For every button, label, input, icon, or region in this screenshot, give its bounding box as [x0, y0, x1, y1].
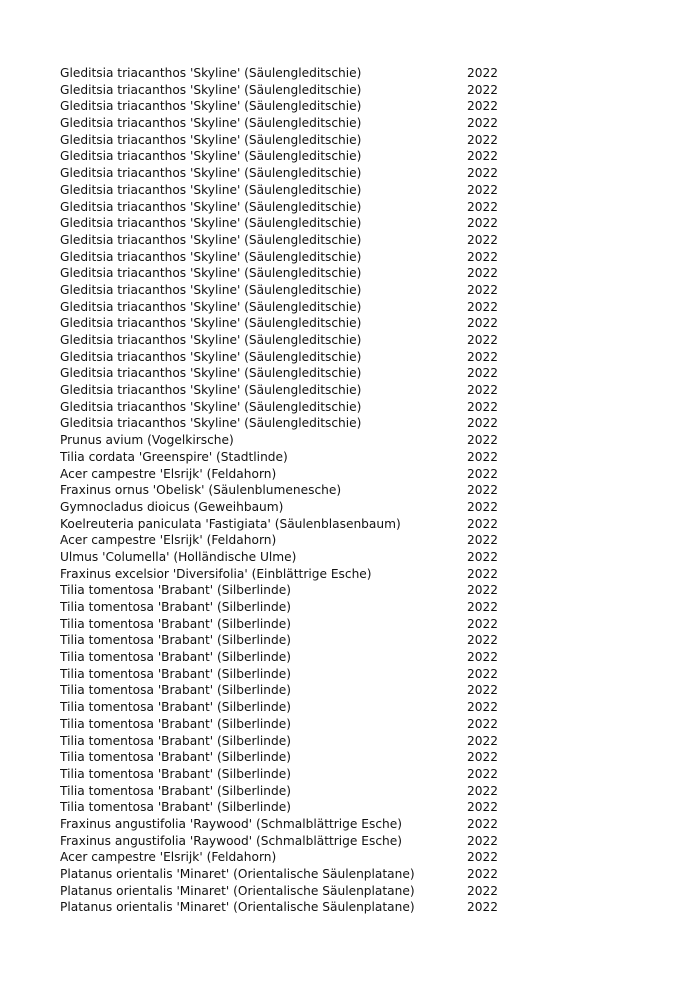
planting-year-cell: 2022 [467, 416, 499, 431]
planting-year-cell: 2022 [467, 867, 499, 881]
table-row [60, 549, 560, 566]
tree-name-cell: Tilia tomentosa 'Brabant' (Silberlinde) [60, 650, 291, 665]
tree-name-cell: Tilia tomentosa 'Brabant' (Silberlinde) [60, 700, 291, 715]
table-row [60, 532, 560, 549]
tree-name-cell: Tilia tomentosa 'Brabant' (Silberlinde) [60, 766, 291, 781]
table-row [60, 148, 560, 165]
table-row [60, 682, 560, 699]
planting-year-cell: 2022 [467, 282, 499, 297]
table-row [60, 232, 560, 249]
tree-name-cell: Gleditsia triacanthos 'Skyline' (Säulengleditschie) [60, 149, 362, 164]
planting-year-cell: 2022 [467, 883, 499, 898]
planting-year-cell: 2022 [467, 716, 499, 731]
tree-name-cell: Tilia tomentosa 'Brabant' (Silberlinde) [60, 683, 291, 698]
planting-year-cell: 2022 [467, 549, 499, 564]
tree-name-cell: Tilia tomentosa 'Brabant' (Silberlinde) [60, 633, 291, 648]
table-row [60, 833, 560, 850]
planting-year-cell: 2022 [467, 199, 499, 214]
planting-year-cell: 2022 [467, 232, 499, 247]
table-row [60, 516, 560, 533]
table-row [60, 666, 560, 683]
planting-year-cell: 2022 [467, 399, 499, 414]
table-row [60, 182, 560, 199]
table-row [60, 716, 560, 733]
planting-year-cell: 2022 [467, 600, 499, 614]
planting-year-cell: 2022 [467, 99, 499, 114]
table-row [60, 65, 560, 82]
planting-year-cell: 2022 [467, 249, 499, 264]
tree-name-cell: Platanus orientalis 'Minaret' (Orientalische Säulenplatane) [60, 883, 415, 898]
table-row [60, 82, 560, 99]
table-row [60, 616, 560, 633]
planting-year-cell: 2022 [467, 66, 499, 80]
planting-year-cell: 2022 [467, 733, 499, 748]
tree-name-cell: Gleditsia triacanthos 'Skyline' (Säulengleditschie) [60, 333, 362, 347]
tree-name-cell: Tilia tomentosa 'Brabant' (Silberlinde) [60, 750, 291, 765]
table-row [60, 899, 560, 916]
tree-name-cell: Acer campestre 'Elsrijk' (Feldahorn) [60, 850, 277, 865]
planting-year-cell: 2022 [467, 299, 499, 314]
planting-year-cell: 2022 [467, 816, 499, 831]
tree-list-table [60, 65, 560, 916]
table-row [60, 249, 560, 266]
planting-year-cell: 2022 [467, 850, 499, 865]
tree-name-cell: Tilia tomentosa 'Brabant' (Silberlinde) [60, 600, 291, 614]
table-row [60, 315, 560, 332]
planting-year-cell: 2022 [467, 766, 499, 781]
planting-year-cell: 2022 [467, 349, 499, 364]
planting-year-cell: 2022 [467, 316, 499, 331]
planting-year-cell: 2022 [467, 449, 499, 464]
tree-name-cell: Tilia tomentosa 'Brabant' (Silberlinde) [60, 733, 291, 748]
planting-year-cell: 2022 [467, 633, 499, 648]
table-row [60, 399, 560, 416]
table-row [60, 199, 560, 216]
tree-name-cell: Platanus orientalis 'Minaret' (Orientalische Säulenplatane) [60, 867, 415, 881]
tree-name-cell: Gleditsia triacanthos 'Skyline' (Säulengleditschie) [60, 282, 362, 297]
tree-name-cell: Tilia tomentosa 'Brabant' (Silberlinde) [60, 716, 291, 731]
planting-year-cell: 2022 [467, 533, 499, 548]
planting-year-cell: 2022 [467, 499, 499, 514]
tree-name-cell: Gymnocladus dioicus (Geweihbaum) [60, 499, 284, 514]
planting-year-cell: 2022 [467, 166, 499, 181]
table-row [60, 816, 560, 833]
table-row [60, 482, 560, 499]
table-row [60, 132, 560, 149]
tree-name-cell: Gleditsia triacanthos 'Skyline' (Säulengleditschie) [60, 82, 362, 97]
tree-name-cell: Gleditsia triacanthos 'Skyline' (Säulengleditschie) [60, 199, 362, 214]
planting-year-cell: 2022 [467, 366, 499, 381]
table-row [60, 849, 560, 866]
table-row [60, 632, 560, 649]
tree-name-cell: Ulmus 'Columella' (Holländische Ulme) [60, 549, 297, 564]
table-row [60, 165, 560, 182]
planting-year-cell: 2022 [467, 483, 499, 498]
planting-year-cell: 2022 [467, 82, 499, 97]
table-row [60, 866, 560, 883]
tree-name-cell: Fraxinus angustifolia 'Raywood' (Schmalblättrige Esche) [60, 833, 402, 848]
planting-year-cell: 2022 [467, 616, 499, 631]
planting-year-cell: 2022 [467, 666, 499, 681]
planting-year-cell: 2022 [467, 433, 499, 448]
planting-year-cell: 2022 [467, 833, 499, 848]
tree-name-cell: Gleditsia triacanthos 'Skyline' (Säulengleditschie) [60, 116, 362, 131]
table-row [60, 883, 560, 900]
planting-year-cell: 2022 [467, 900, 499, 915]
tree-name-cell: Tilia tomentosa 'Brabant' (Silberlinde) [60, 800, 291, 815]
table-row [60, 799, 560, 816]
tree-name-cell: Gleditsia triacanthos 'Skyline' (Säulengleditschie) [60, 249, 362, 264]
tree-name-cell: Koelreuteria paniculata 'Fastigiata' (Säulenblasenbaum) [60, 516, 401, 531]
tree-name-cell: Gleditsia triacanthos 'Skyline' (Säulengleditschie) [60, 366, 362, 381]
planting-year-cell: 2022 [467, 583, 499, 598]
tree-name-cell: Gleditsia triacanthos 'Skyline' (Säulengleditschie) [60, 99, 362, 114]
tree-name-cell: Fraxinus angustifolia 'Raywood' (Schmalblättrige Esche) [60, 816, 402, 831]
planting-year-cell: 2022 [467, 116, 499, 131]
tree-name-cell: Gleditsia triacanthos 'Skyline' (Säulengleditschie) [60, 416, 362, 431]
planting-year-cell: 2022 [467, 566, 499, 581]
table-row [60, 733, 560, 750]
table-row [60, 382, 560, 399]
tree-name-cell: Acer campestre 'Elsrijk' (Feldahorn) [60, 533, 277, 548]
tree-name-cell: Gleditsia triacanthos 'Skyline' (Säulengleditschie) [60, 216, 362, 231]
tree-name-cell: Gleditsia triacanthos 'Skyline' (Säulengleditschie) [60, 266, 362, 281]
table-row [60, 98, 560, 115]
tree-name-cell: Tilia tomentosa 'Brabant' (Silberlinde) [60, 783, 291, 798]
tree-name-cell: Gleditsia triacanthos 'Skyline' (Säulengleditschie) [60, 383, 362, 398]
table-row [60, 649, 560, 666]
tree-name-cell: Tilia cordata 'Greenspire' (Stadtlinde) [60, 449, 288, 464]
tree-name-cell: Gleditsia triacanthos 'Skyline' (Säulengleditschie) [60, 232, 362, 247]
table-row [60, 699, 560, 716]
table-row [60, 115, 560, 132]
table-row [60, 215, 560, 232]
table-row [60, 499, 560, 516]
planting-year-cell: 2022 [467, 783, 499, 798]
tree-name-cell: Fraxinus excelsior 'Diversifolia' (Einblättrige Esche) [60, 566, 372, 581]
planting-year-cell: 2022 [467, 750, 499, 765]
planting-year-cell: 2022 [467, 700, 499, 715]
table-row [60, 415, 560, 432]
planting-year-cell: 2022 [467, 333, 499, 347]
tree-name-cell: Gleditsia triacanthos 'Skyline' (Säulengleditschie) [60, 316, 362, 331]
tree-name-cell: Tilia tomentosa 'Brabant' (Silberlinde) [60, 666, 291, 681]
table-row [60, 365, 560, 382]
tree-name-cell: Prunus avium (Vogelkirsche) [60, 433, 234, 448]
tree-name-cell: Gleditsia triacanthos 'Skyline' (Säulengleditschie) [60, 166, 362, 181]
tree-name-cell: Gleditsia triacanthos 'Skyline' (Säulengleditschie) [60, 299, 362, 314]
planting-year-cell: 2022 [467, 516, 499, 531]
planting-year-cell: 2022 [467, 650, 499, 665]
planting-year-cell: 2022 [467, 800, 499, 815]
table-row [60, 349, 560, 366]
tree-name-cell: Gleditsia triacanthos 'Skyline' (Säulengleditschie) [60, 182, 362, 197]
planting-year-cell: 2022 [467, 216, 499, 231]
planting-year-cell: 2022 [467, 466, 499, 481]
table-row [60, 299, 560, 316]
tree-name-cell: Platanus orientalis 'Minaret' (Orientalische Säulenplatane) [60, 900, 415, 915]
table-row [60, 466, 560, 483]
table-row [60, 566, 560, 583]
table-row [60, 332, 560, 349]
table-row [60, 783, 560, 800]
tree-name-cell: Fraxinus ornus 'Obelisk' (Säulenblumenesche) [60, 483, 342, 498]
planting-year-cell: 2022 [467, 182, 499, 197]
planting-year-cell: 2022 [467, 132, 499, 147]
planting-year-cell: 2022 [467, 683, 499, 698]
tree-name-cell: Acer campestre 'Elsrijk' (Feldahorn) [60, 466, 277, 481]
tree-name-cell: Gleditsia triacanthos 'Skyline' (Säulengleditschie) [60, 132, 362, 147]
table-row [60, 432, 560, 449]
tree-name-cell: Gleditsia triacanthos 'Skyline' (Säulengleditschie) [60, 66, 362, 80]
tree-name-cell: Tilia tomentosa 'Brabant' (Silberlinde) [60, 616, 291, 631]
table-row [60, 582, 560, 599]
planting-year-cell: 2022 [467, 149, 499, 164]
table-row [60, 766, 560, 783]
table-row [60, 265, 560, 282]
table-row [60, 599, 560, 616]
planting-year-cell: 2022 [467, 383, 499, 398]
tree-name-cell: Tilia tomentosa 'Brabant' (Silberlinde) [60, 583, 291, 598]
planting-year-cell: 2022 [467, 266, 499, 281]
table-row [60, 282, 560, 299]
tree-name-cell: Gleditsia triacanthos 'Skyline' (Säulengleditschie) [60, 399, 362, 414]
table-row [60, 749, 560, 766]
table-row [60, 449, 560, 466]
tree-name-cell: Gleditsia triacanthos 'Skyline' (Säulengleditschie) [60, 349, 362, 364]
